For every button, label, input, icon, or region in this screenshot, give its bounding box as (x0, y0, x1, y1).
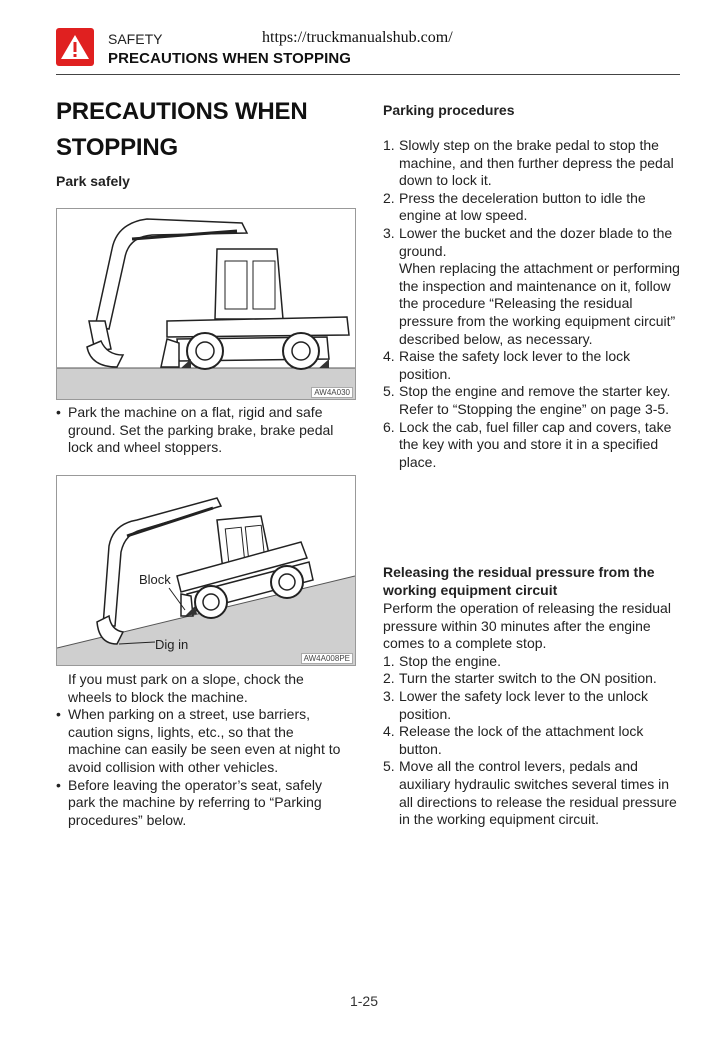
park-safely-subtitle: Park safely (56, 173, 130, 189)
slope-notes (56, 671, 346, 829)
header-section-label: SAFETY (108, 31, 163, 47)
list-item: 6. Lock the cab, fuel filler cap and covers, take the key with you and store it in a specified place. (383, 418, 672, 470)
figure-label-block: Block (139, 572, 171, 587)
list-item: 1. Stop the engine. (383, 652, 501, 669)
header-divider (56, 74, 680, 75)
list-item: 5. Stop the engine and remove the starter key. Refer to “Stopping the engine” on page 3-5. (383, 383, 671, 417)
release-pressure-section (383, 600, 683, 829)
header-title: PRECAUTIONS WHEN STOPPING (108, 50, 352, 67)
list-item: 3. Lower the bucket and the dozer blade to the ground. When replacing the attachment or performing the inspection and maintenance on it, follow the procedure “Releasing the residual pressure from the working equipment circuit” described below, as necessary. (383, 224, 680, 347)
list-item: 3. Lower the safety lock lever to the unlock position. (383, 687, 649, 722)
release-pressure-title: Releasing the residual pressure from the working equipment circuit (383, 564, 655, 598)
bullet-list-1 (56, 404, 346, 457)
slope-note: If you must park on a slope, chock the wheels to block the machine. (68, 671, 304, 705)
list-item: 4. Raise the safety lock lever to the lock position. (383, 348, 631, 382)
page-number: 1-25 (349, 993, 379, 1009)
parking-procedure-steps (383, 137, 683, 471)
list-item: • Park the machine on a flat, rigid and safe ground. Set the parking brake, brake pedal lock and wheel stoppers. (56, 404, 346, 457)
list-item: • When parking on a street, use barriers, caution signs, lights, etc., so that the machine can easily be seen even at night to avoid collision with other vehicles. (56, 706, 346, 776)
list-item: 2. Press the deceleration button to idle the engine at low speed. (383, 189, 646, 224)
release-intro: Perform the operation of releasing the residual pressure within 30 minutes after the engine comes to a complete stop. (383, 600, 671, 652)
parking-procedures-title: Parking procedures (383, 102, 515, 118)
figure-flat-parking (56, 208, 356, 400)
page-title: PRECAUTIONS WHEN STOPPING (56, 98, 308, 161)
warning-triangle-icon (56, 28, 94, 66)
excavator-flat-illustration (57, 209, 355, 399)
list-item: 5. Move all the control levers, pedals and auxiliary hydraulic switches several times in all directions to release the residual pressure in the working equipment circuit. (383, 758, 677, 828)
list-item: 1. Slowly step on the brake pedal to stop the machine, and then further depress the pedal down to lock it. (383, 137, 674, 189)
list-item: 4. Release the lock of the attachment lock button. (383, 723, 644, 757)
header-url[interactable]: https://truckmanualshub.com/ (262, 29, 453, 46)
figure-code: AW4A008PE (301, 653, 353, 664)
list-item: • Before leaving the operator’s seat, safely park the machine by referring to “Parking procedures” below. (56, 777, 346, 830)
excavator-slope-illustration (57, 476, 355, 665)
figure-code: AW4A030 (311, 387, 353, 398)
list-item: 2. Turn the starter switch to the ON position. (383, 670, 657, 687)
figure-slope-parking (56, 475, 356, 666)
figure-label-dig-in: Dig in (155, 637, 189, 652)
